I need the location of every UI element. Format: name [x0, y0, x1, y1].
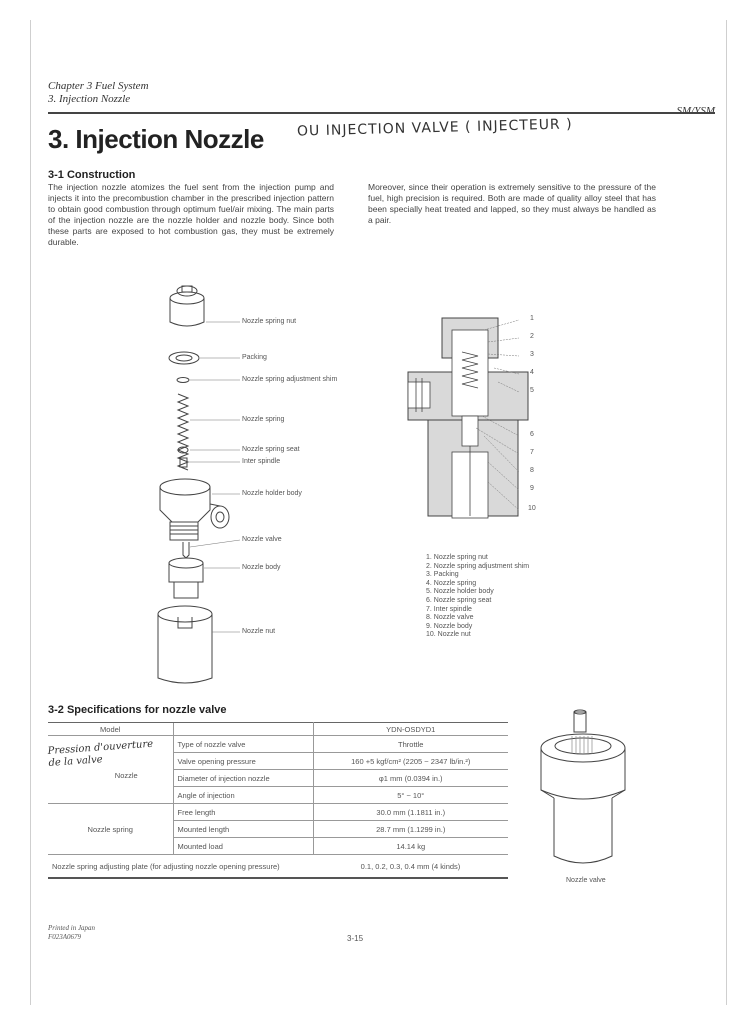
label-nozzle-nut: Nozzle nut	[242, 628, 276, 635]
footer-printed	[48, 924, 95, 942]
label-nozzle-valve: Nozzle valve	[242, 536, 282, 543]
section-num-5: 5	[530, 387, 534, 394]
param-cell: Mounted load	[173, 838, 313, 855]
label-nozzle-spring: Nozzle spring	[242, 416, 285, 423]
chapter-label: Chapter 3 Fuel System	[48, 80, 149, 92]
construction-heading: 3-1 Construction	[48, 169, 136, 181]
manual-code: SM/YSM	[676, 105, 715, 117]
section-num-3: 3	[530, 351, 534, 358]
label-nozzle-holder-body: Nozzle holder body	[242, 490, 302, 497]
legend-item: 5. Nozzle holder body	[426, 588, 494, 596]
printed-in-label: Printed in Japan	[48, 924, 96, 932]
table-row	[48, 804, 508, 821]
running-header	[48, 80, 149, 106]
legend-item: 2. Nozzle spring adjustment shim	[426, 562, 530, 570]
parts-legend	[426, 554, 529, 640]
label-nozzle-spring-seat: Nozzle spring seat	[242, 446, 300, 453]
nozzle-valve-caption: Nozzle valve	[566, 877, 606, 884]
section-num-8: 8	[530, 467, 534, 474]
spring-group-label: Nozzle spring	[48, 804, 173, 855]
page-title: 3. Injection Nozzle	[48, 124, 264, 154]
specs-heading: 3-2 Specifications for nozzle valve	[48, 704, 227, 716]
param-cell: Valve opening pressure	[173, 753, 313, 770]
param-cell: Free length	[173, 804, 313, 821]
adjusting-plate-label: Nozzle spring adjusting plate (for adjusting nozzle opening pressure)	[48, 855, 313, 879]
value-cell: 14.14 kg	[313, 838, 508, 855]
legend-item: 6. Nozzle spring seat	[426, 596, 492, 604]
label-nozzle-body: Nozzle body	[242, 564, 281, 571]
label-adjustment-shim: Nozzle spring adjustment shim	[242, 376, 338, 383]
page-number: 3-15	[347, 934, 364, 943]
header-rule	[48, 112, 715, 114]
document-code: F023A0679	[48, 933, 82, 941]
section-num-6: 6	[530, 431, 534, 438]
handwritten-title-note: OU INJECTION VALVE ( INJECTEUR )	[296, 116, 573, 140]
label-packing: Packing	[242, 354, 267, 361]
param-cell: Type of nozzle valve	[173, 736, 313, 753]
value-cell: 28.7 mm (1.1299 in.)	[313, 821, 508, 838]
legend-item: 7. Inter spindle	[426, 605, 472, 613]
value-cell: 160 +5 kgf/cm² (2205 ~ 2347 lb/in.²)	[313, 753, 508, 770]
legend-item: 8. Nozzle valve	[426, 614, 474, 622]
value-cell: 30.0 mm (1.1811 in.)	[313, 804, 508, 821]
nozzle-valve-illustration	[536, 708, 636, 873]
table-row	[48, 855, 508, 879]
model-value: YDN-OSDYD1	[313, 723, 508, 736]
legend-item: 4. Nozzle spring	[426, 579, 477, 587]
param-cell: Angle of injection	[173, 787, 313, 804]
adjusting-plate-value: 0.1, 0.2, 0.3, 0.4 mm (4 kinds)	[313, 855, 508, 879]
section-num-1: 1	[530, 315, 534, 322]
exploded-view-diagram	[150, 282, 240, 690]
section-num-10: 10	[528, 505, 536, 512]
label-nozzle-spring-nut: Nozzle spring nut	[242, 318, 297, 325]
construction-text-left: The injection nozzle atomizes the fuel sent from the injection pump and injects it into the precombustion chamber in the prescribed injection pattern to obtain good combustion through optimum fuel/air mixing. The main parts of the injection nozzle are the nozzle holder and nozzle body. Since both these parts are exposed to hot combustion gas, they must be extremely durable.	[48, 182, 334, 247]
model-label: Model	[48, 723, 173, 736]
param-cell: Diameter of injection nozzle	[173, 770, 313, 787]
table-header-row	[48, 723, 508, 736]
section-num-2: 2	[530, 333, 534, 340]
section-num-4: 4	[530, 369, 534, 376]
label-inter-spindle: Inter spindle	[242, 458, 281, 465]
section-num-9: 9	[530, 485, 534, 492]
value-cell: φ1 mm (0.0394 in.)	[313, 770, 508, 787]
legend-item: 1. Nozzle spring nut	[426, 554, 488, 561]
param-cell: Mounted length	[173, 821, 313, 838]
value-cell: 5° ~ 10°	[313, 787, 508, 804]
legend-item: 9. Nozzle body	[426, 622, 473, 630]
legend-item: 10. Nozzle nut	[426, 631, 471, 639]
construction-text-right: Moreover, since their operation is extremely sensitive to the pressure of the fuel, high precision is required. Both are made of quality alloy steel that has been specially heat treated and lapped, so they must always be handled as a pair.	[368, 182, 656, 225]
value-cell: Throttle	[313, 736, 508, 753]
section-num-7: 7	[530, 449, 534, 456]
nozzle-group-label: Nozzle	[48, 736, 173, 804]
handwritten-margin-note: Pression d'ouverture de la valve	[47, 738, 154, 769]
section-label: 3. Injection Nozzle	[48, 93, 131, 105]
legend-item: 3. Packing	[426, 571, 459, 579]
sectional-view-diagram	[404, 312, 549, 522]
